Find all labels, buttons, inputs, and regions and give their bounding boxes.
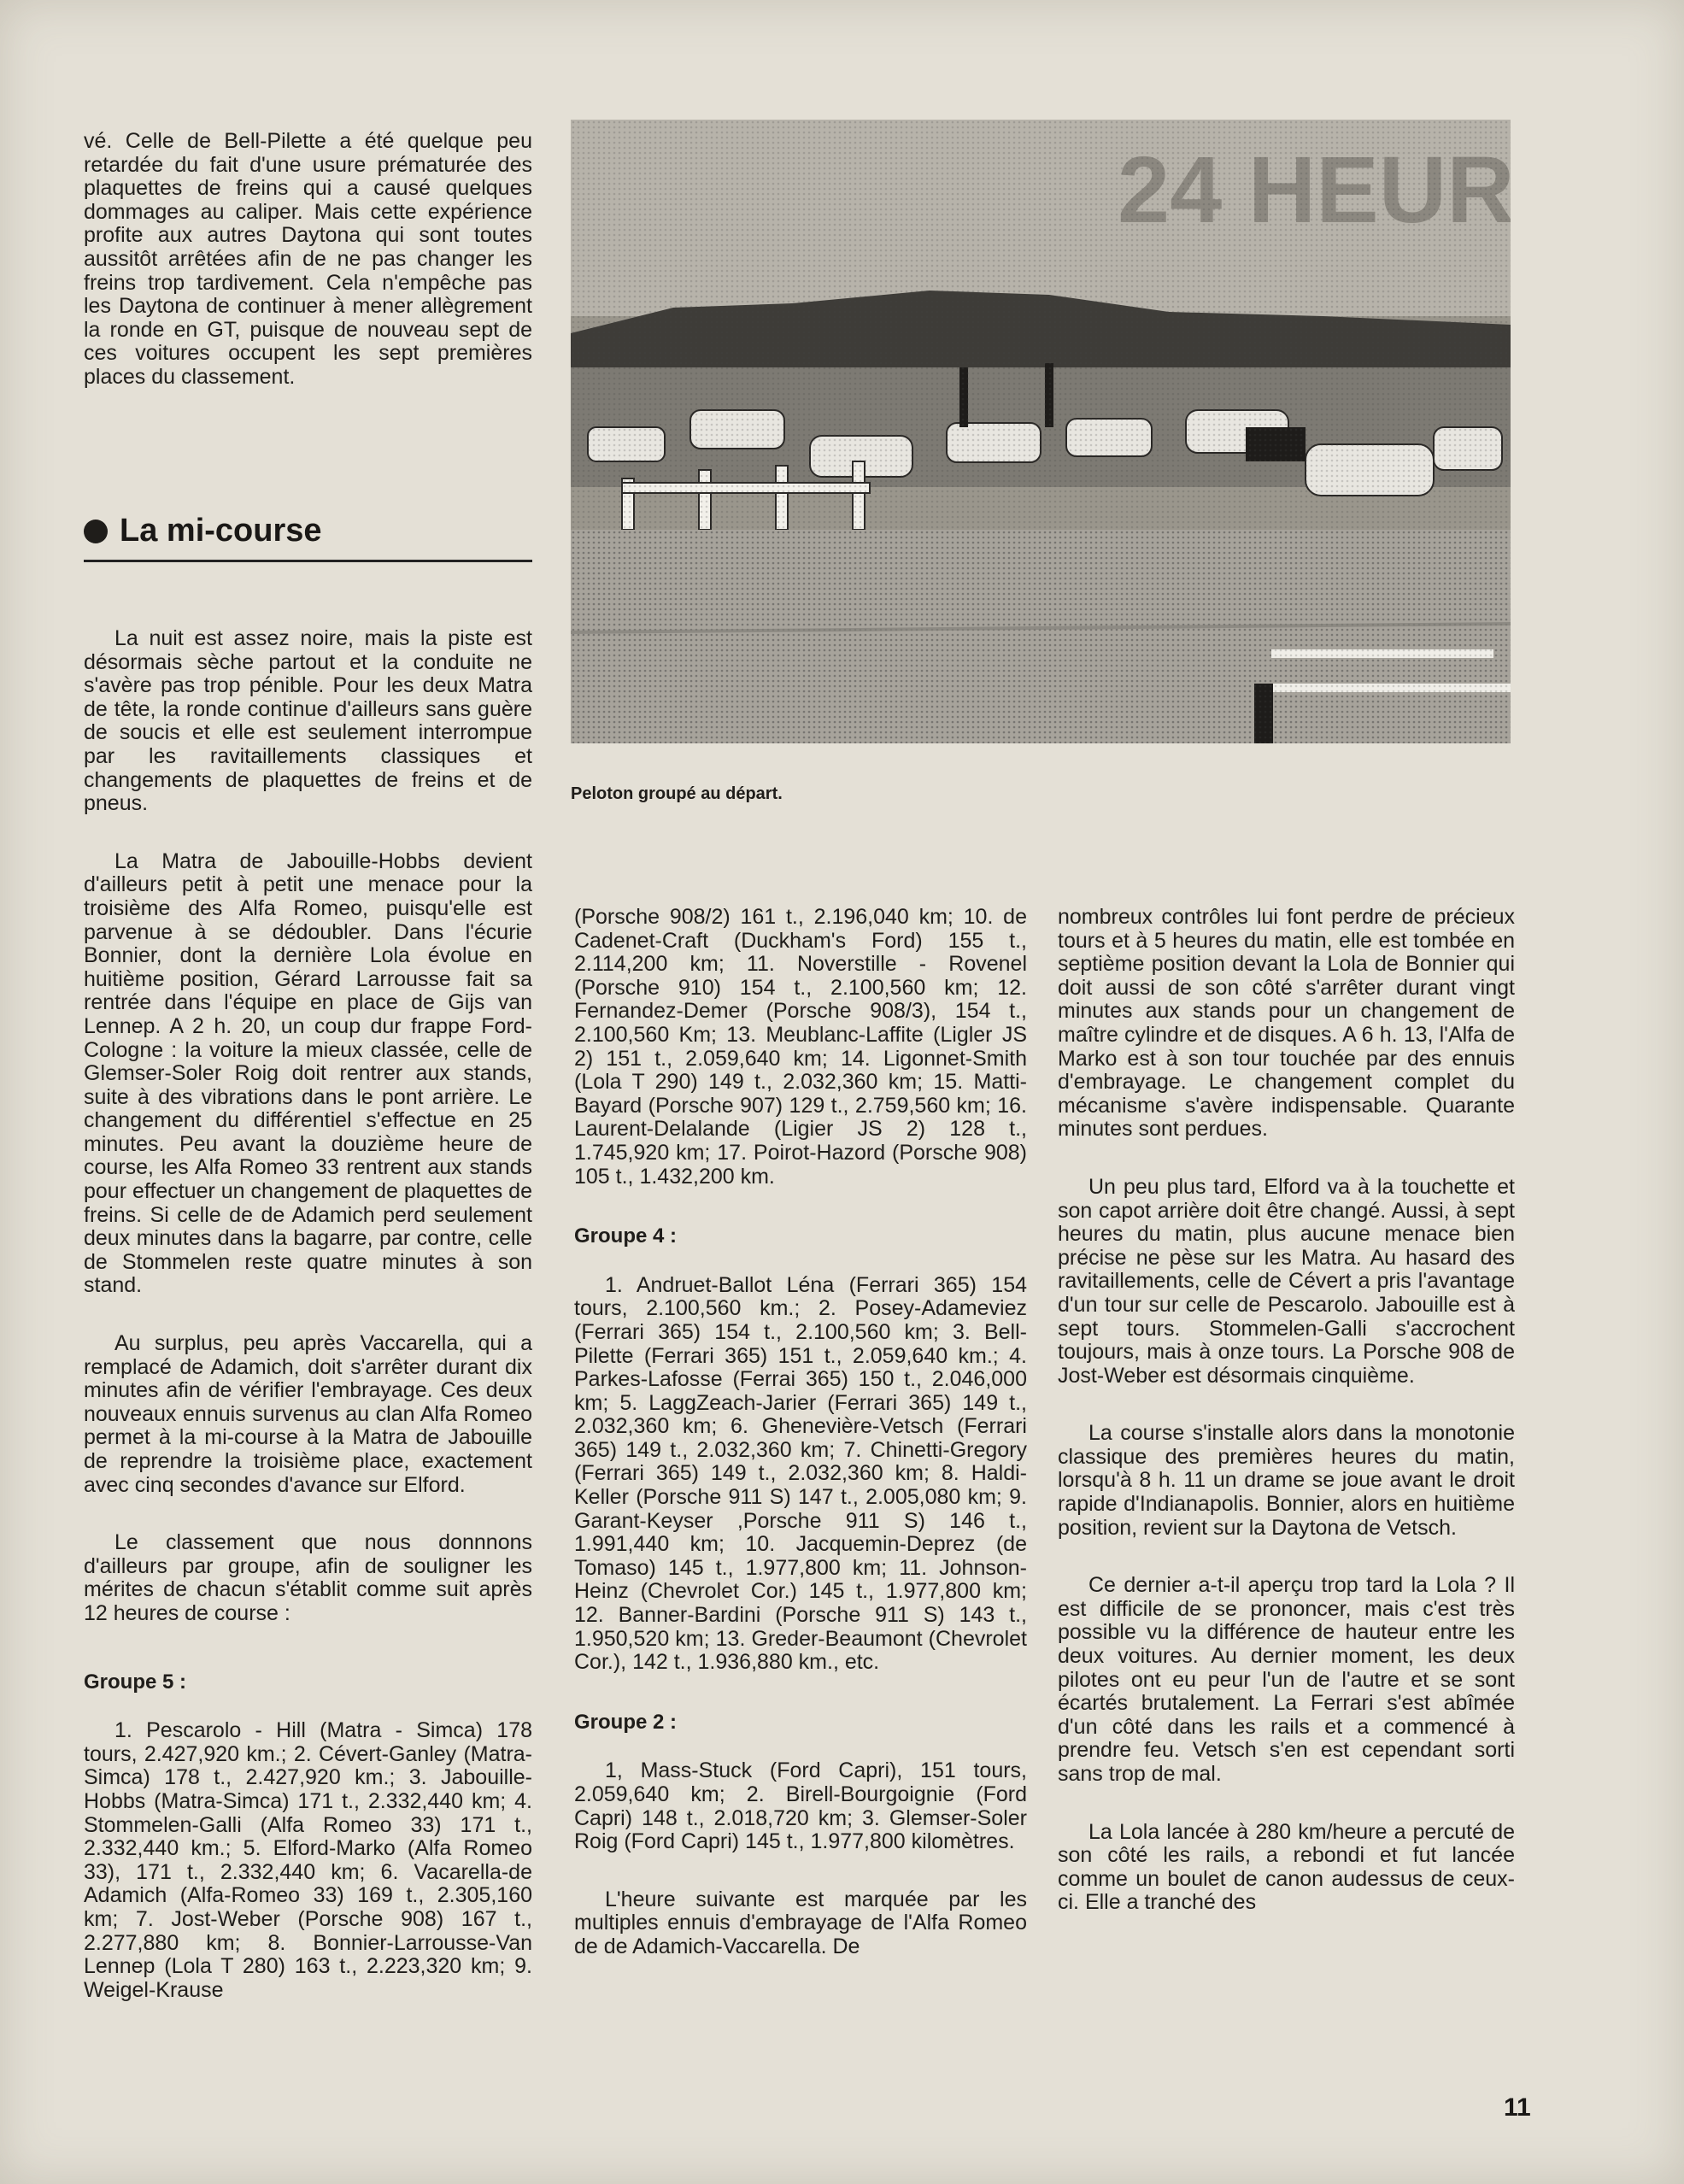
paragraph: Un peu plus tard, Elford va à la touchette et son capot arrière doit être changé. Aussi, à sept heures du matin, plus aucune menace bien précise ne pèse sur les Matra. Au hasard des ravitaillements, celle de Cévert a pris l'avantage d'un tour sur celle de Pescarolo. Jabouille est à sept tours. Stommelen-Galli s'accrochent toujours, mais à onze tours. La Porsche 908 de Jost-Weber est désormais cinquième. (1058, 1174, 1515, 1388)
groupe-5-results: 1. Pescarolo - Hill (Matra - Simca) 178 tours, 2.427,920 km.; 2. Cévert-Ganley (Matra-Simca) 178 t., 2.427,920 km.; 3. Jabouille-Hobbs (Matra-Simca) 171 t., 2.332,440 km; 4. Stommelen-Galli (Alfa Romeo 33) 171 t., 2.332,440 km.; 5. Elford-Marko (Alfa Romeo 33), 171 t., 2.332,440 km; 6. Vacarella-de Adamich (Alfa-Romeo 33) 169 t., 2.305,160 km; 7. Jost-Weber (Porsche 908) 167 t., 2.277,880 km; 8. Bonnier-Larrousse-Van Lennep (Lola T 280) 163 t., 2.223,320 km; 9. Weigel-Krause (84, 1718, 532, 2002)
paragraph: nombreux contrôles lui font perdre de précieux tours et à 5 heures du matin, elle est tombée en septième position devant la Lola de Bonnier qui doit aussi de son côté s'arrêter durant vingt minutes aux stands pour un changement de maître cylindre et de disques. A 6 h. 13, l'Alfa de Marko est à son tour touchée par des ennuis d'embrayage. Le changement complet du mécanisme s'avère indispensable. Quarante minutes sont perdues. (1058, 905, 1515, 1142)
column-2 (574, 906, 1027, 1959)
race-start-photo-image (571, 120, 1511, 743)
page-number: 11 (1504, 2093, 1531, 2122)
groupe-5-heading: Groupe 5 : (84, 1670, 187, 1694)
groupe-2-heading: Groupe 2 : (574, 1710, 678, 1734)
paragraph: La course s'installe alors dans la monotonie classique des premières heures du matin, lorsqu'à 8 h. 11 un drame se joue avant le droit rapide d'Indianapolis. Bonnier, alors en huitième position, revient sur la Daytona de Vetsch. (1058, 1421, 1515, 1540)
groupe-4-results: 1. Andruet-Ballot Léna (Ferrari 365) 154 tours, 2.100,560 km.; 2. Posey-Adameviez (Ferrari 365) 154 t., 2.100,560 km; 3. Bell-Pilette (Ferrari 365) 151 t., 2.059,640 km.; 4. Parkes-Lafosse (Ferrai 365) 150 t., 2.046,000 km; 5. LaggZeach-Jarier (Ferrari 365) 149 t., 2.032,360 km; 6. Ghenevière-Vetsch (Ferrari 365) 149 t., 2.032,360 km; 7. Chinetti-Gregory (Ferrari 365) 149 t., 2.032,360 km; 8. Haldi-Keller (Porsche 911 S) 147 t., 2.005,080 km; 9. Garant-Keyser ,Porsche 911 S) 146 t., 1.991,440 km; 10. Jacquemin-Deprez (de Tomaso) 145 t., 1.977,800 km; 11. Johnson-Heinz (Chevrolet Cor.) 145 t., 1.977,800 km; 12. Banner-Bardini (Porsche 911 S) 143 t., 1.950,520 km; 13. Greder-Beaumont (Chevrolet Cor.), 142 t., 1.936,880 km., etc. (574, 1272, 1027, 1675)
groupe-4-heading: Groupe 4 : (574, 1224, 678, 1248)
groupe-5-results-continued: (Porsche 908/2) 161 t., 2.196,040 km; 10. de Cadenet-Craft (Duckham's Ford) 155 t., 2.114,200 km; 11. Noverstille - Rovenel (Porsche 910) 154 t., 2.100,560 km; 12. Fernandez-Demer (Porsche 908/3), 154 t., 2.100,560 Km; 13. Meublanc-Laffite (Ligler JS 2) 151 t., 2.059,640 km; 14. Ligonnet-Smith (Lola T 290) 149 t., 2.032,360 km; 15. Matti-Bayard (Porsche 907) 129 t., 2.759,560 km; 16. Laurent-Delalande (Ligier JS 2) 128 t., 1.745,920 km; 17. Poirot-Hazord (Porsche 908) 105 t., 1.432,200 km. (574, 905, 1027, 1189)
paragraph: La Lola lancée à 280 km/heure a percuté de son côté les rails, a rebondi et fut lancée comme un boulet de canon audessus de ceux-ci. Elle a tranché des (1058, 1819, 1515, 1915)
column-1-top (84, 130, 532, 390)
paragraph: Le classement que nous donnnons d'ailleurs par groupe, afin de souligner les mérites de chacun s'établit comme suit après 12 heures de course : (84, 1530, 532, 1625)
paragraph: Ce dernier a-t-il aperçu trop tard la Lola ? Il est difficile de se prononcer, mais c'est très possible vu la différence de hauteur entre les deux voitures. Au dernier moment, les deux pilotes ont eu peur l'un de l'autre et se sont écartés brutalement. La Ferrari s'est abîmée d'un côté dans les rails et a commencé à prendre feu. Vetsch s'en est cependant sorti sans trop de mal. (1058, 1573, 1515, 1786)
section-heading (84, 513, 532, 562)
bullet-icon (84, 520, 108, 543)
paragraph: L'heure suivante est marquée par les multiples ennuis d'embrayage de l'Alfa Romeo de de Adamich-Vaccarella. De (574, 1887, 1027, 1958)
paragraph: La Matra de Jabouille-Hobbs devient d'ailleurs petit à petit une menace pour la troisième des Alfa Romeo, puisqu'elle est parvenue à se dédoubler. Dans l'écurie Bonnier, dont la dernière Lola évolue en huitième position, Gérard Larrousse fait sa rentrée dans l'équipe en place de Gijs van Lennep. A 2 h. 20, un coup dur frappe Ford-Cologne : la voiture la mieux classée, celle de Glemser-Soler Roig doit rentrer aux stands, suite à des vibrations dans le pont arrière. Le changement du différentiel s'effectue en 25 minutes. Peu avant la douzième heure de course, les Alfa Romeo 33 rentrent aux stands pour effectuer un changement de plaquettes de freins. Si celle de de Adamich perd seulement deux minutes dans la bagarre, par contre, celle de Stommelen reste quatre minutes à son stand. (84, 848, 532, 1298)
column-1-main (84, 627, 532, 2002)
section-title: La mi-course (120, 513, 322, 549)
photo-caption: Peloton groupé au départ. (571, 784, 783, 803)
paragraph: La nuit est assez noire, mais la piste est désormais sèche partout et la conduite ne s'avère pas trop pénible. Pour les deux Matra de tête, la ronde continue d'ailleurs sans guère de soucis et elle est seulement interrompue par les ravitaillements classiques et changements de plaquettes de freins et de pneus. (84, 626, 532, 816)
intro-paragraph: vé. Celle de Bell-Pilette a été quelque peu retardée du fait d'une usure prématurée des plaquettes de freins qui a causé quelques dommages au caliper. Mais cette expérience profite aux autres Daytona qui sont toutes aussitôt arrêtées afin de ne pas changer les freins trop tardivement. Cela n'empêche pas les Daytona de continuer à mener allègrement la ronde en GT, puisque de nouveau sept de ces voitures occupent les sept premières places du classement. (84, 129, 532, 389)
column-3 (1058, 906, 1515, 1915)
paragraph: Au surplus, peu après Vaccarella, qui a remplacé de Adamich, doit s'arrêter durant dix minutes afin de vérifier l'embrayage. Ces deux nouveaux ennuis survenus au clan Alfa Romeo permet à la mi-course à la Matra de Jabouille de reprendre la troisième place, exactement avec cinq secondes d'avance sur Elford. (84, 1331, 532, 1497)
race-photo (571, 120, 1511, 743)
groupe-2-results: 1, Mass-Stuck (Ford Capri), 151 tours, 2.059,640 km; 2. Birell-Bourgoignie (Ford Capri) 148 t., 2.018,720 km; 3. Glemser-Soler Roig (Ford Capri) 145 t., 1.977,800 kilomètres. (574, 1758, 1027, 1854)
